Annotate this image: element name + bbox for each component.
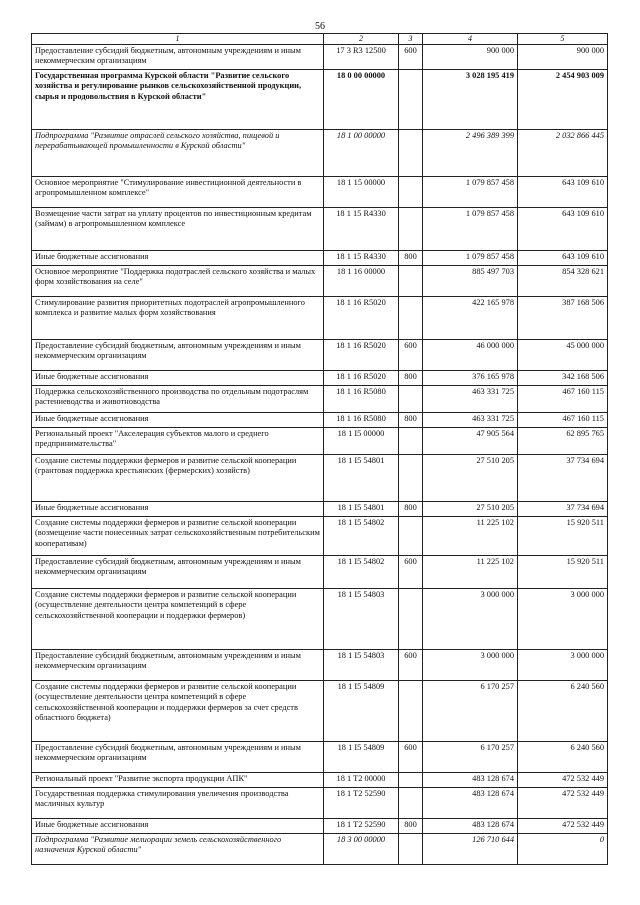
amount-year1-cell: 27 510 205 bbox=[423, 502, 518, 517]
amount-year2-cell: 6 240 560 bbox=[518, 742, 608, 773]
item-name-cell: Иные бюджетные ассигнования bbox=[32, 413, 324, 428]
target-code-cell: 18 1 I5 54809 bbox=[324, 742, 399, 773]
item-name-cell: Подпрограмма "Развитие отраслей сельского хозяйства, пищевой и перерабатывающей промышленности в Курской области" bbox=[32, 130, 324, 177]
target-code-cell: 18 1 I5 54802 bbox=[324, 517, 399, 556]
table-row bbox=[32, 681, 608, 742]
page-number: 56 bbox=[315, 21, 325, 32]
table-row bbox=[32, 834, 608, 865]
amount-year1-cell: 126 710 644 bbox=[423, 834, 518, 865]
amount-year2-cell: 854 328 621 bbox=[518, 266, 608, 297]
expense-type-cell bbox=[399, 70, 423, 130]
target-code-cell: 18 1 I5 00000 bbox=[324, 428, 399, 455]
amount-year1-cell: 1 079 857 458 bbox=[423, 208, 518, 251]
amount-year2-cell: 387 168 506 bbox=[518, 297, 608, 340]
expense-type-cell bbox=[399, 589, 423, 650]
expense-type-cell: 800 bbox=[399, 819, 423, 834]
column-header: 1 bbox=[32, 34, 324, 45]
amount-year2-cell: 472 532 449 bbox=[518, 819, 608, 834]
target-code-cell: 18 1 15 R4330 bbox=[324, 251, 399, 266]
expense-type-cell bbox=[399, 208, 423, 251]
item-name-cell: Предоставление субсидий бюджетным, автономным учреждениям и иным некоммерческим организациям bbox=[32, 650, 324, 681]
table-row bbox=[32, 386, 608, 413]
target-code-cell: 18 1 T2 52590 bbox=[324, 788, 399, 819]
target-code-cell: 18 1 I5 54802 bbox=[324, 556, 399, 589]
item-name-cell: Возмещение части затрат на уплату процентов по инвестиционным кредитам (займам) в агропромышленном комплексе bbox=[32, 208, 324, 251]
amount-year1-cell: 3 000 000 bbox=[423, 589, 518, 650]
table-row bbox=[32, 371, 608, 386]
expense-type-cell bbox=[399, 681, 423, 742]
amount-year2-cell: 15 920 511 bbox=[518, 556, 608, 589]
target-code-cell: 18 1 16 R5080 bbox=[324, 413, 399, 428]
table-row bbox=[32, 556, 608, 589]
amount-year2-cell: 472 532 449 bbox=[518, 773, 608, 788]
expense-type-cell bbox=[399, 517, 423, 556]
table-row bbox=[32, 428, 608, 455]
target-code-cell: 18 1 16 R5080 bbox=[324, 386, 399, 413]
amount-year2-cell: 467 160 115 bbox=[518, 386, 608, 413]
amount-year1-cell: 483 128 674 bbox=[423, 788, 518, 819]
item-name-cell: Создание системы поддержки фермеров и развитие сельской кооперации (осуществление деятельности центра компетенций в сфере сельскохозяйственной кооперации и поддержки фермеров) bbox=[32, 589, 324, 650]
table-row bbox=[32, 788, 608, 819]
table-row bbox=[32, 70, 608, 130]
table-row bbox=[32, 130, 608, 177]
table-row bbox=[32, 517, 608, 556]
expense-type-cell bbox=[399, 834, 423, 865]
target-code-cell: 18 1 I5 54803 bbox=[324, 589, 399, 650]
amount-year2-cell: 472 532 449 bbox=[518, 788, 608, 819]
target-code-cell: 18 1 T2 52590 bbox=[324, 819, 399, 834]
target-code-cell: 18 3 00 00000 bbox=[324, 834, 399, 865]
expense-type-cell: 800 bbox=[399, 413, 423, 428]
expense-type-cell: 600 bbox=[399, 45, 423, 70]
amount-year2-cell: 2 454 903 009 bbox=[518, 70, 608, 130]
table-row bbox=[32, 455, 608, 502]
amount-year1-cell: 3 000 000 bbox=[423, 650, 518, 681]
table-row bbox=[32, 502, 608, 517]
expense-type-cell: 600 bbox=[399, 742, 423, 773]
column-header: 2 bbox=[324, 34, 399, 45]
amount-year1-cell: 885 497 703 bbox=[423, 266, 518, 297]
target-code-cell: 18 0 00 00000 bbox=[324, 70, 399, 130]
column-header: 5 bbox=[518, 34, 608, 45]
amount-year2-cell: 2 032 866 445 bbox=[518, 130, 608, 177]
amount-year2-cell: 62 895 765 bbox=[518, 428, 608, 455]
amount-year2-cell: 37 734 694 bbox=[518, 455, 608, 502]
expense-type-cell bbox=[399, 130, 423, 177]
table-row bbox=[32, 742, 608, 773]
amount-year1-cell: 6 170 257 bbox=[423, 681, 518, 742]
item-name-cell: Подпрограмма "Развитие мелиорации земель сельскохозяйственного назначения Курской области" bbox=[32, 834, 324, 865]
table-row bbox=[32, 413, 608, 428]
target-code-cell: 18 1 15 R4330 bbox=[324, 208, 399, 251]
amount-year1-cell: 27 510 205 bbox=[423, 455, 518, 502]
amount-year1-cell: 376 165 978 bbox=[423, 371, 518, 386]
amount-year2-cell: 3 000 000 bbox=[518, 650, 608, 681]
item-name-cell: Создание системы поддержки фермеров и развитие сельской кооперации (осуществление деятельности центра компетенций в сфере сельскохозяйственной кооперации и поддержки фермеров за счет средств областного бюджета) bbox=[32, 681, 324, 742]
item-name-cell: Государственная поддержка стимулирования увеличения производства масличных культур bbox=[32, 788, 324, 819]
amount-year1-cell: 1 079 857 458 bbox=[423, 251, 518, 266]
table-row bbox=[32, 589, 608, 650]
table-row bbox=[32, 650, 608, 681]
expense-type-cell bbox=[399, 177, 423, 208]
amount-year1-cell: 483 128 674 bbox=[423, 773, 518, 788]
item-name-cell: Региональный проект "Развитие экспорта продукции АПК" bbox=[32, 773, 324, 788]
table-header-row bbox=[32, 34, 608, 45]
amount-year1-cell: 6 170 257 bbox=[423, 742, 518, 773]
table-row bbox=[32, 773, 608, 788]
item-name-cell: Иные бюджетные ассигнования bbox=[32, 251, 324, 266]
amount-year1-cell: 3 028 195 419 bbox=[423, 70, 518, 130]
amount-year1-cell: 483 128 674 bbox=[423, 819, 518, 834]
expense-type-cell bbox=[399, 297, 423, 340]
amount-year1-cell: 463 331 725 bbox=[423, 413, 518, 428]
expense-type-cell bbox=[399, 386, 423, 413]
table-row bbox=[32, 208, 608, 251]
item-name-cell: Региональный проект "Акселерация субъектов малого и среднего предпринимательства" bbox=[32, 428, 324, 455]
item-name-cell: Предоставление субсидий бюджетным, автономным учреждениям и иным некоммерческим организациям bbox=[32, 742, 324, 773]
target-code-cell: 18 1 I5 54801 bbox=[324, 455, 399, 502]
amount-year1-cell: 2 496 389 399 bbox=[423, 130, 518, 177]
amount-year2-cell: 643 109 610 bbox=[518, 177, 608, 208]
table-row bbox=[32, 45, 608, 70]
item-name-cell: Стимулирование развития приоритетных подотраслей агропромышленного комплекса и развитие малых форм хозяйствования bbox=[32, 297, 324, 340]
item-name-cell: Предоставление субсидий бюджетным, автономным учреждениям и иным некоммерческим организациям bbox=[32, 340, 324, 371]
target-code-cell: 18 1 15 00000 bbox=[324, 177, 399, 208]
expense-type-cell bbox=[399, 428, 423, 455]
expense-type-cell bbox=[399, 773, 423, 788]
item-name-cell: Создание системы поддержки фермеров и развитие сельской кооперации (возмещение части понесенных затрат сельскохозяйственным потребительским кооперативам) bbox=[32, 517, 324, 556]
amount-year2-cell: 3 000 000 bbox=[518, 589, 608, 650]
table-body bbox=[32, 45, 608, 865]
amount-year1-cell: 463 331 725 bbox=[423, 386, 518, 413]
budget-table bbox=[31, 33, 608, 865]
amount-year2-cell: 900 000 bbox=[518, 45, 608, 70]
amount-year2-cell: 45 000 000 bbox=[518, 340, 608, 371]
target-code-cell: 18 1 16 R5020 bbox=[324, 297, 399, 340]
table-row bbox=[32, 297, 608, 340]
amount-year1-cell: 11 225 102 bbox=[423, 517, 518, 556]
item-name-cell: Поддержка сельскохозяйственного производства по отдельным подотраслям растениеводства и животноводства bbox=[32, 386, 324, 413]
expense-type-cell bbox=[399, 266, 423, 297]
expense-type-cell: 600 bbox=[399, 556, 423, 589]
target-code-cell: 18 1 T2 00000 bbox=[324, 773, 399, 788]
item-name-cell: Предоставление субсидий бюджетным, автономным учреждениям и иным некоммерческим организациям bbox=[32, 556, 324, 589]
table-row bbox=[32, 340, 608, 371]
amount-year2-cell: 467 160 115 bbox=[518, 413, 608, 428]
amount-year2-cell: 643 109 610 bbox=[518, 251, 608, 266]
expense-type-cell bbox=[399, 788, 423, 819]
amount-year1-cell: 422 165 978 bbox=[423, 297, 518, 340]
table-row bbox=[32, 819, 608, 834]
target-code-cell: 18 1 16 R5020 bbox=[324, 371, 399, 386]
expense-type-cell: 800 bbox=[399, 502, 423, 517]
target-code-cell: 18 1 16 R5020 bbox=[324, 340, 399, 371]
target-code-cell: 17 3 R3 12500 bbox=[324, 45, 399, 70]
amount-year2-cell: 6 240 560 bbox=[518, 681, 608, 742]
expense-type-cell: 800 bbox=[399, 371, 423, 386]
expense-type-cell bbox=[399, 455, 423, 502]
column-header: 3 bbox=[399, 34, 423, 45]
amount-year1-cell: 11 225 102 bbox=[423, 556, 518, 589]
expense-type-cell: 600 bbox=[399, 340, 423, 371]
item-name-cell: Иные бюджетные ассигнования bbox=[32, 371, 324, 386]
amount-year2-cell: 37 734 694 bbox=[518, 502, 608, 517]
target-code-cell: 18 1 I5 54801 bbox=[324, 502, 399, 517]
amount-year1-cell: 1 079 857 458 bbox=[423, 177, 518, 208]
table-row bbox=[32, 177, 608, 208]
table-row bbox=[32, 266, 608, 297]
amount-year2-cell: 0 bbox=[518, 834, 608, 865]
target-code-cell: 18 1 I5 54803 bbox=[324, 650, 399, 681]
amount-year1-cell: 46 000 000 bbox=[423, 340, 518, 371]
item-name-cell: Основное мероприятие "Стимулирование инвестиционной деятельности в агропромышленном комплексе" bbox=[32, 177, 324, 208]
amount-year1-cell: 47 905 564 bbox=[423, 428, 518, 455]
amount-year1-cell: 900 000 bbox=[423, 45, 518, 70]
amount-year2-cell: 643 109 610 bbox=[518, 208, 608, 251]
expense-type-cell: 800 bbox=[399, 251, 423, 266]
item-name-cell: Создание системы поддержки фермеров и развитие сельской кооперации (грантовая поддержка крестьянских (фермерских) хозяйств) bbox=[32, 455, 324, 502]
target-code-cell: 18 1 I5 54809 bbox=[324, 681, 399, 742]
column-header: 4 bbox=[423, 34, 518, 45]
amount-year2-cell: 15 920 511 bbox=[518, 517, 608, 556]
target-code-cell: 18 1 00 00000 bbox=[324, 130, 399, 177]
item-name-cell: Иные бюджетные ассигнования bbox=[32, 819, 324, 834]
amount-year2-cell: 342 168 506 bbox=[518, 371, 608, 386]
target-code-cell: 18 1 16 00000 bbox=[324, 266, 399, 297]
item-name-cell: Основное мероприятие "Поддержка подотраслей сельского хозяйства и малых форм хозяйствования на селе" bbox=[32, 266, 324, 297]
item-name-cell: Предоставление субсидий бюджетным, автономным учреждениям и иным некоммерческим организациям bbox=[32, 45, 324, 70]
expense-type-cell: 600 bbox=[399, 650, 423, 681]
table-row bbox=[32, 251, 608, 266]
item-name-cell: Иные бюджетные ассигнования bbox=[32, 502, 324, 517]
item-name-cell: Государственная программа Курской области "Развитие сельского хозяйства и регулирование рынков сельскохозяйственной продукции, сырья и продовольствия в Курской области" bbox=[32, 70, 324, 130]
